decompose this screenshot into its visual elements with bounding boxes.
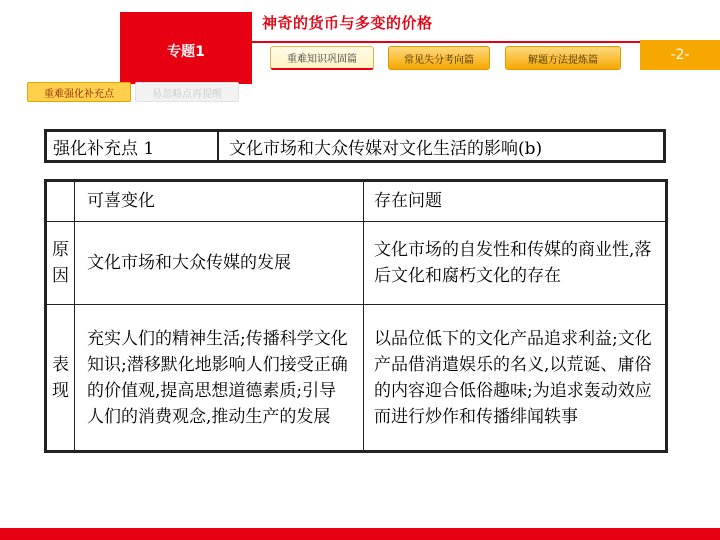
comparison-table	[44, 179, 668, 453]
point-header	[44, 129, 666, 163]
table-row	[46, 305, 667, 452]
row-label-cell	[46, 305, 75, 452]
point-title: 文化市场和大众传媒对文化生活的影响(b)	[229, 138, 543, 159]
row-label-manifestation: 表现	[52, 354, 69, 401]
manifestation-positive-cell: 充实人们的精神生活;传播科学文化知识;潜移默化地影响人们接受正确的价值观,提高思想道德素质;引导人们的消费观念,推动生产的发展	[75, 305, 364, 452]
unit-title: 神奇的货币与多变的价格	[262, 14, 433, 32]
column-header-problem: 存在问题	[364, 181, 667, 222]
table-header-row	[46, 181, 667, 222]
topic-label-block	[120, 12, 252, 84]
column-header-positive: 可喜变化	[75, 181, 364, 222]
manifestation-problem-cell: 以品位低下的文化产品追求利益;文化产品借消遣娱乐的名义,以荒诞、庸俗的内容迎合低俗趣味;为追求轰动效应而进行炒作和传播绯闻轶事	[364, 305, 667, 452]
tab-solving-methods[interactable]: 解题方法提炼篇	[505, 46, 621, 70]
tab-common-mistakes[interactable]: 常见失分考向篇	[388, 46, 490, 70]
header-corner-cell	[46, 181, 75, 222]
row-label-cell	[46, 221, 75, 305]
cause-positive-cell: 文化市场和大众传媒的发展	[75, 221, 364, 305]
subtab-reinforcement-points[interactable]: 重难强化补充点	[27, 82, 131, 102]
page-number: -2-	[640, 40, 720, 70]
point-label: 强化补充点 1	[47, 132, 219, 160]
subtab-overlooked-points[interactable]: 易忽略点再提醒	[135, 82, 239, 102]
footer-bar	[0, 528, 720, 540]
tab-key-knowledge[interactable]: 重难知识巩固篇	[270, 46, 374, 70]
table-row	[46, 221, 667, 305]
topic-label: 专题1	[167, 44, 205, 60]
row-label-cause: 原因	[52, 240, 69, 287]
cause-problem-cell: 文化市场的自发性和传媒的商业性,落后文化和腐朽文化的存在	[364, 221, 667, 305]
